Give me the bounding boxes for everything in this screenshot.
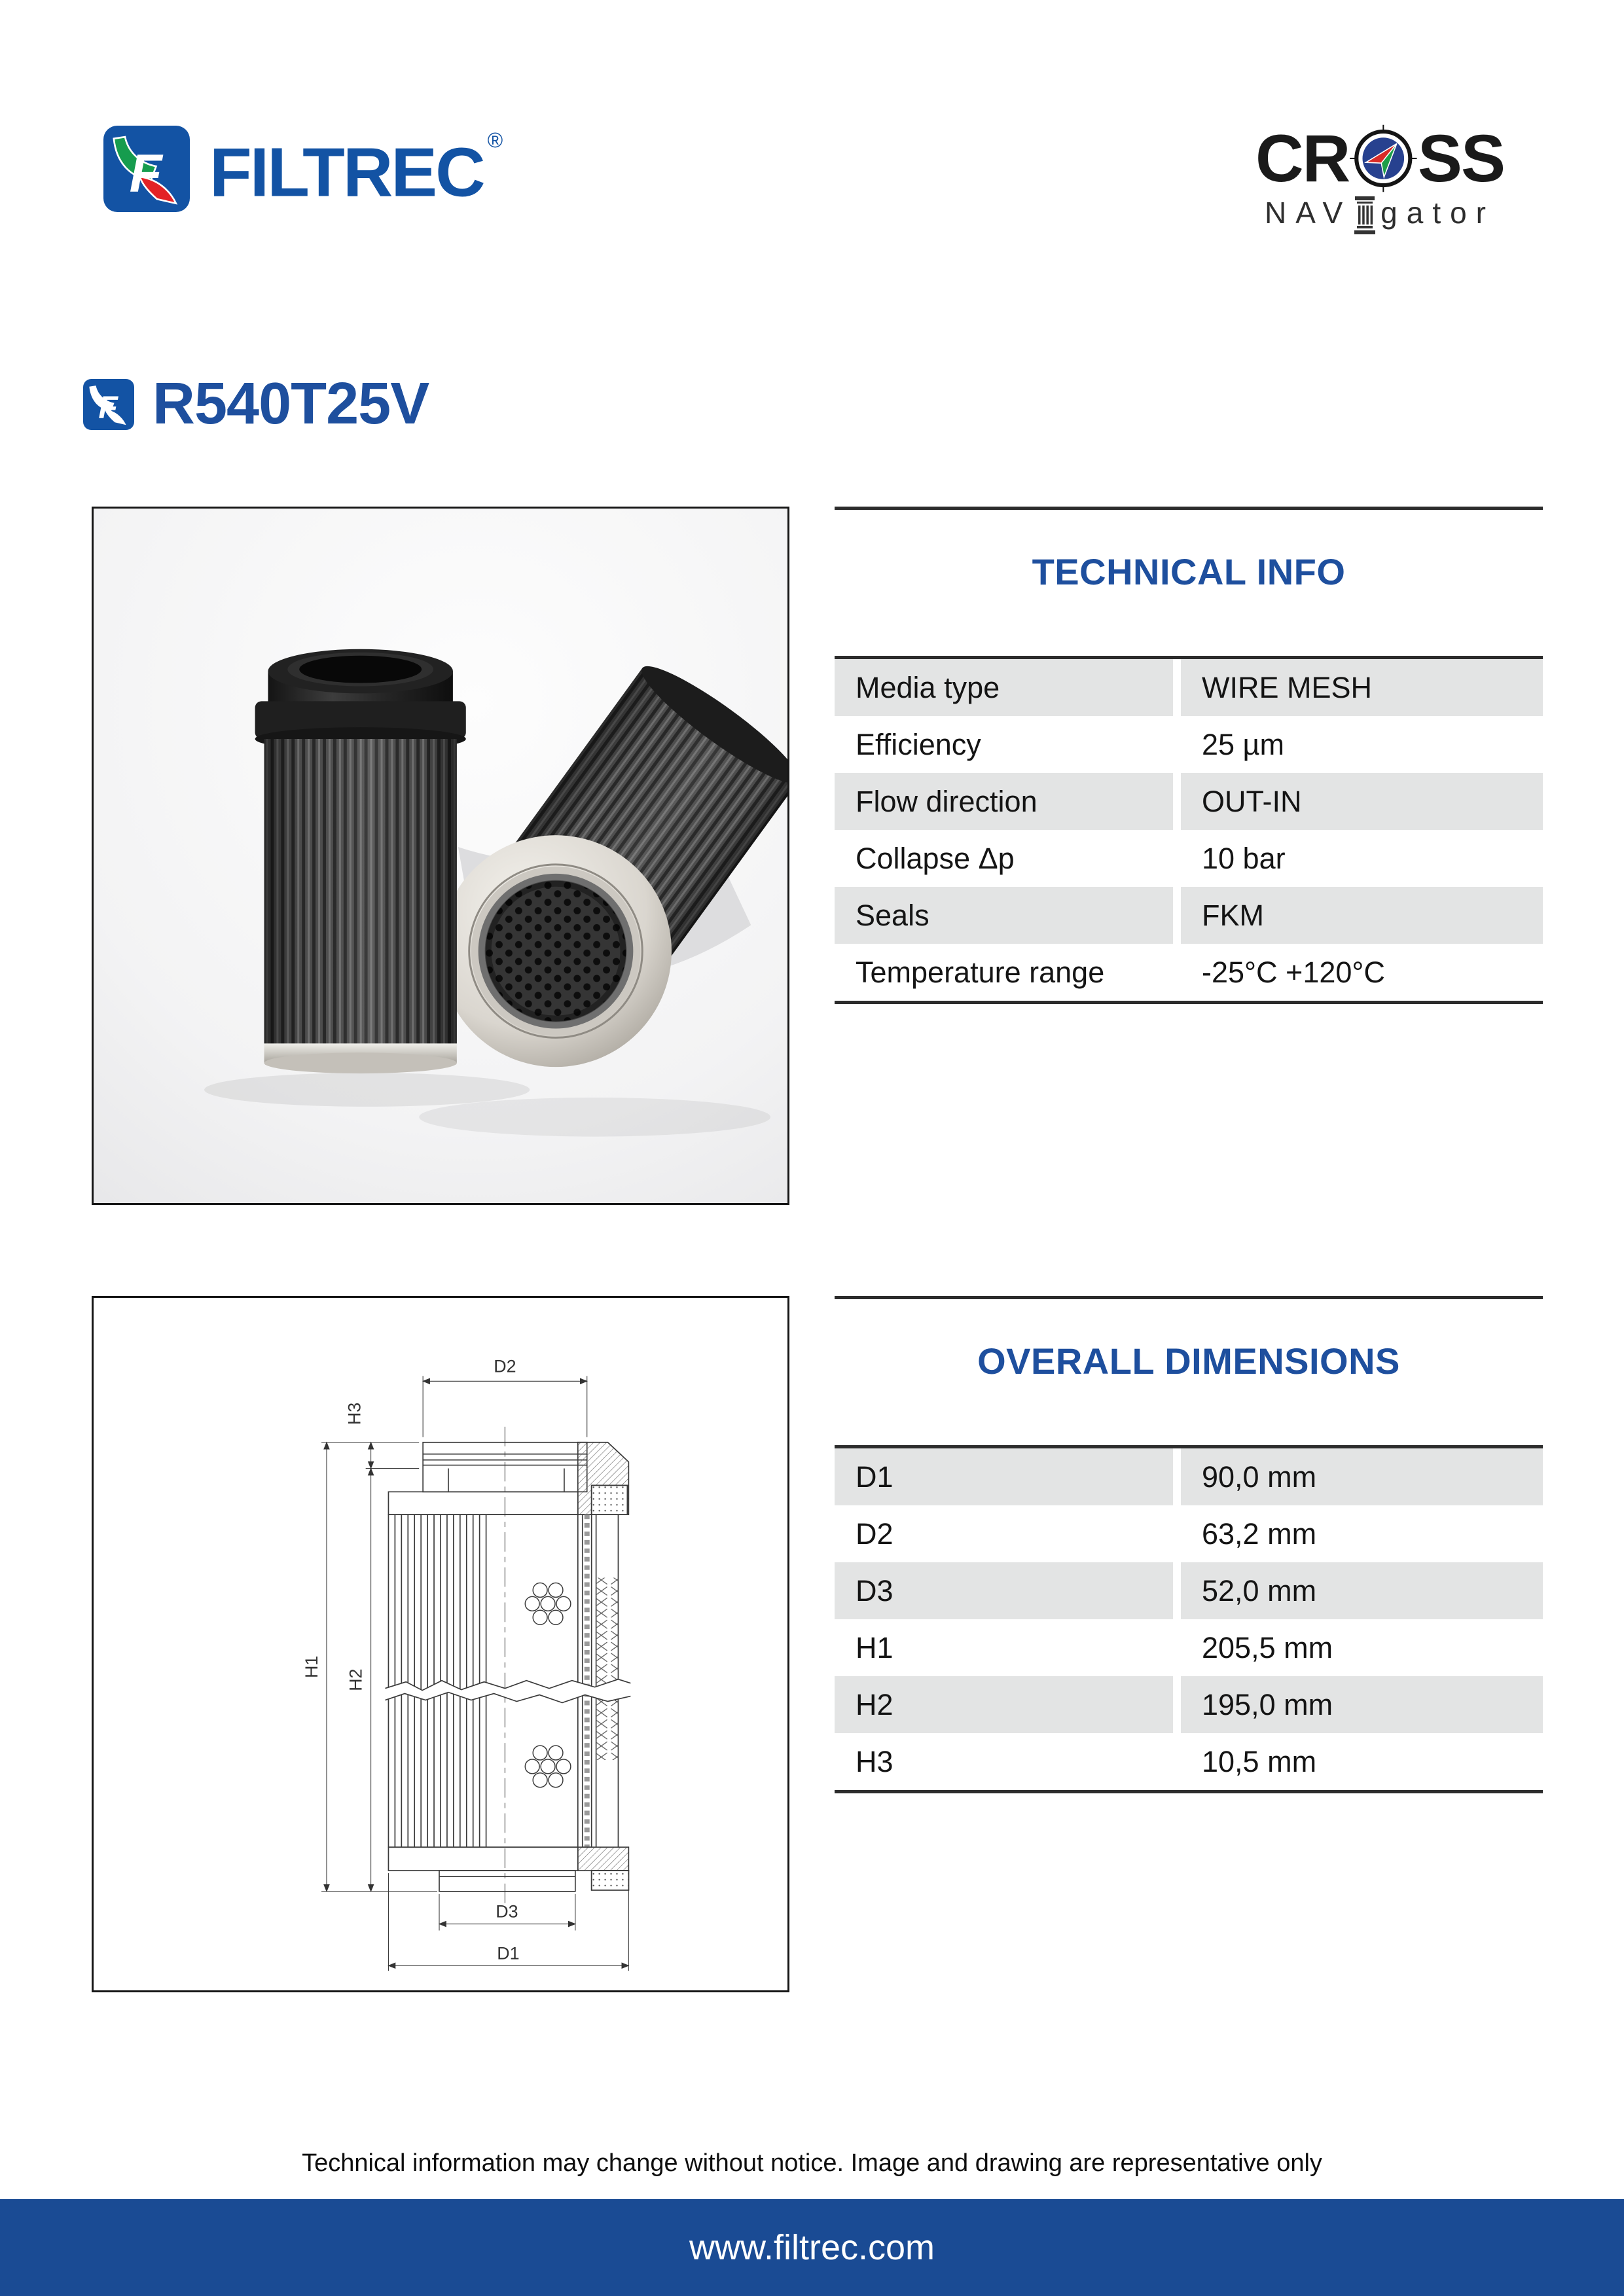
table-row <box>835 659 1543 716</box>
spec-label: Efficiency <box>856 727 981 761</box>
pillar-icon <box>1353 196 1377 234</box>
spec-value: OUT-IN <box>1181 773 1543 830</box>
dim-name: H3 <box>856 1744 893 1778</box>
spec-value: FKM <box>1181 887 1543 944</box>
table-row <box>835 1733 1543 1790</box>
product-photo <box>94 509 787 1203</box>
dim-name: H1 <box>856 1630 893 1664</box>
dim-value: 52,0 mm <box>1181 1562 1543 1619</box>
cross-wordmark <box>1255 123 1504 194</box>
overall-dimensions-section <box>835 1296 1543 1793</box>
dim-value: 205,5 mm <box>1202 1630 1333 1664</box>
table-row <box>835 1448 1543 1505</box>
dim-value: 90,0 mm <box>1181 1448 1543 1505</box>
table-row <box>835 716 1543 773</box>
overall-dimensions-title: OVERALL DIMENSIONS <box>977 1340 1400 1382</box>
spec-value: 10 bar <box>1202 841 1286 875</box>
footer-bar <box>0 2199 1624 2296</box>
product-title-block <box>83 370 429 438</box>
filter-cross-section <box>385 1427 630 1909</box>
spec-label: Collapse Δp <box>856 841 1015 875</box>
dim-name: D1 <box>835 1448 1173 1505</box>
table-row <box>835 944 1543 1001</box>
table-row <box>835 1619 1543 1676</box>
cross-right-text: SS <box>1417 121 1504 196</box>
disclaimer-text: Technical information may change without notice. Image and drawing are representative only <box>302 2149 1322 2177</box>
filtrec-mark-icon <box>103 123 190 215</box>
dim-label-h2: H2 <box>346 1668 366 1691</box>
table-row <box>835 773 1543 830</box>
dim-label-d2: D2 <box>494 1356 516 1376</box>
product-title-icon-letter: F <box>98 389 118 425</box>
spec-label: Seals <box>835 887 1173 944</box>
page-title: R540T25V <box>153 371 429 437</box>
dim-label-h3: H3 <box>344 1402 365 1426</box>
technical-drawing-box <box>92 1296 789 1992</box>
registered-trademark: ® <box>487 128 501 152</box>
filtrec-logo <box>103 119 501 218</box>
product-title-icon <box>83 379 134 430</box>
website-url: www.filtrec.com <box>689 2228 935 2267</box>
spec-value: 25 µm <box>1202 727 1284 761</box>
table-row <box>835 1562 1543 1619</box>
spec-label: Media type <box>835 659 1173 716</box>
dim-value: 195,0 mm <box>1181 1676 1543 1733</box>
standing-filter-element <box>255 649 466 1073</box>
overall-dimensions-table <box>835 1445 1543 1793</box>
technical-info-table <box>835 656 1543 1004</box>
cross-navigator-logo <box>1255 123 1504 232</box>
technical-info-section <box>835 507 1543 1004</box>
dimension-labels <box>302 1356 519 1963</box>
table-row <box>835 1676 1543 1733</box>
filtrec-wordmark <box>209 119 501 218</box>
table-row <box>835 1505 1543 1562</box>
dim-name: D3 <box>835 1562 1173 1619</box>
filtrec-wordmark-text: FILTREC <box>209 134 484 211</box>
dim-label-d3: D3 <box>496 1901 518 1922</box>
cross-left-text: CR <box>1255 121 1350 196</box>
nav-text: NAV <box>1264 196 1352 230</box>
dim-name: H2 <box>835 1676 1173 1733</box>
technical-info-title: TECHNICAL INFO <box>1032 551 1346 592</box>
product-photo-box <box>92 507 789 1205</box>
navigator-wordmark <box>1255 194 1504 232</box>
compass-icon <box>1350 124 1417 193</box>
filtrec-mark-letter: F <box>129 143 162 203</box>
dim-name: D2 <box>856 1516 893 1551</box>
table-row <box>835 830 1543 887</box>
spec-value: WIRE MESH <box>1181 659 1543 716</box>
gator-text: gator <box>1380 196 1496 230</box>
spec-label: Temperature range <box>856 955 1105 989</box>
dim-label-h1: H1 <box>302 1655 322 1678</box>
dim-value: 63,2 mm <box>1202 1516 1317 1551</box>
spec-label: Flow direction <box>835 773 1173 830</box>
technical-drawing <box>94 1298 787 1990</box>
spec-value: -25°C +120°C <box>1202 955 1385 989</box>
table-row <box>835 887 1543 944</box>
dim-value: 10,5 mm <box>1202 1744 1317 1778</box>
dim-label-d1: D1 <box>497 1943 520 1964</box>
